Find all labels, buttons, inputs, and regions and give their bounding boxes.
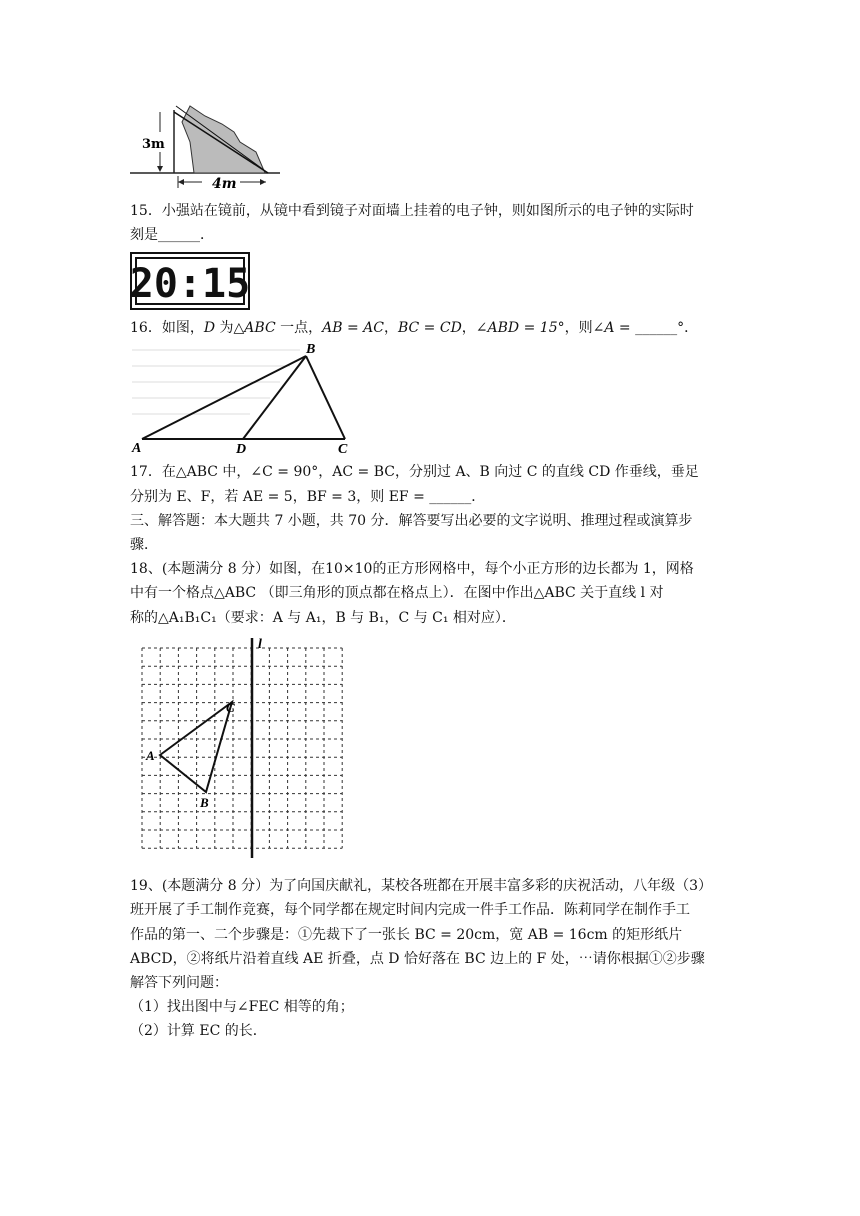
q16-text: 一点， — [275, 320, 323, 336]
q16-line — [130, 318, 698, 338]
q18-line2: 中有一个格点△ABC （即三角形的顶点都在格点上）．在图中作出△ABC 关于直线 l 对 — [130, 585, 664, 601]
q19-part2: （2）计算 EC 的长． — [130, 1023, 267, 1039]
ladder-width-label: 4m — [212, 176, 237, 192]
grid-vertex-c-label: C — [226, 700, 235, 715]
q19-part1: （1）找出图中与∠FEC 相等的角； — [130, 999, 354, 1015]
q16-eq2: BC = CD — [397, 320, 462, 336]
line-l-label: l — [258, 637, 262, 652]
q16-text: ， — [461, 320, 476, 336]
q16-eq4: ∠A = — [592, 320, 631, 336]
vertex-b-label: B — [306, 342, 316, 357]
digital-clock-figure — [130, 252, 250, 310]
q16-eq3: ∠ABD = 15° — [475, 320, 565, 336]
q19-line2: 班开展了手工制作竞赛，每个同学都在规定时间内完成一件手工作品．陈莉同学在制作手工 — [130, 902, 690, 918]
vertex-a-label: A — [132, 441, 142, 456]
q16-triangle: ABC — [244, 320, 276, 336]
clock-digits: 20:15 — [130, 261, 250, 307]
grid-vertex-a-label: A — [146, 748, 155, 763]
q17-line1: 17．在△ABC 中，∠C = 90°，AC = BC，分别过 A、B 向过 C 的直线 CD 作垂线，垂足 — [130, 464, 699, 480]
q18-line1: 18、(本题满分 8 分）如图，在10×10的正方形网格中，每个小正方形的边长都为 1，网格 — [130, 561, 694, 577]
section3-line2: 骤． — [130, 537, 158, 553]
ladder-height-label: 3m — [142, 137, 165, 152]
q16-var-d: D — [203, 320, 216, 336]
q19-line3: 作品的第一、二个步骤是：①先裁下了一张长 BC = 20cm，宽 AB = 16cm 的矩形纸片 — [130, 927, 683, 943]
q16-eq1: AB = AC — [322, 320, 384, 336]
q18-line3: 称的△A₁B₁C₁（要求：A 与 A₁，B 与 B₁，C 与 C₁ 相对应）． — [130, 610, 516, 626]
q17-line2: 分别为 E、F，若 AE = 5，BF = 3，则 EF = ______． — [130, 489, 486, 505]
q16-text: 16．如图， — [130, 320, 204, 336]
triangle-abd-figure — [130, 340, 370, 456]
q15-line2: 刻是______． — [130, 227, 214, 243]
q19-line4: ABCD，②将纸片沿着直线 AE 折叠，点 D 恰好落在 BC 边上的 F 处，⋯请你根据①②步骤 — [130, 951, 705, 967]
q19-line5: 解答下列问题： — [130, 975, 228, 991]
grid-figure — [130, 634, 380, 858]
q15-line1: 15．小强站在镜前，从镜中看到镜子对面墙上挂着的电子钟，则如图所示的电子钟的实际时 — [130, 203, 694, 219]
grid-vertex-b-label: B — [200, 795, 209, 810]
q16-text: ， — [383, 320, 398, 336]
q16-text: ，则 — [564, 320, 593, 336]
vertex-c-label: C — [338, 442, 348, 456]
q19-line1: 19、(本题满分 8 分）为了向国庆献礼，某校各班都在开展丰富多彩的庆祝活动，八年级（3） — [130, 878, 712, 894]
q16-text: ______°． — [630, 320, 699, 336]
vertex-d-label: D — [236, 442, 247, 456]
ladder-figure — [130, 102, 280, 192]
q16-text: 为△ — [215, 320, 245, 336]
section3-line1: 三、解答题：本大题共 7 小题，共 70 分．解答要写出必要的文字说明、推理过程或演算步 — [130, 513, 693, 529]
